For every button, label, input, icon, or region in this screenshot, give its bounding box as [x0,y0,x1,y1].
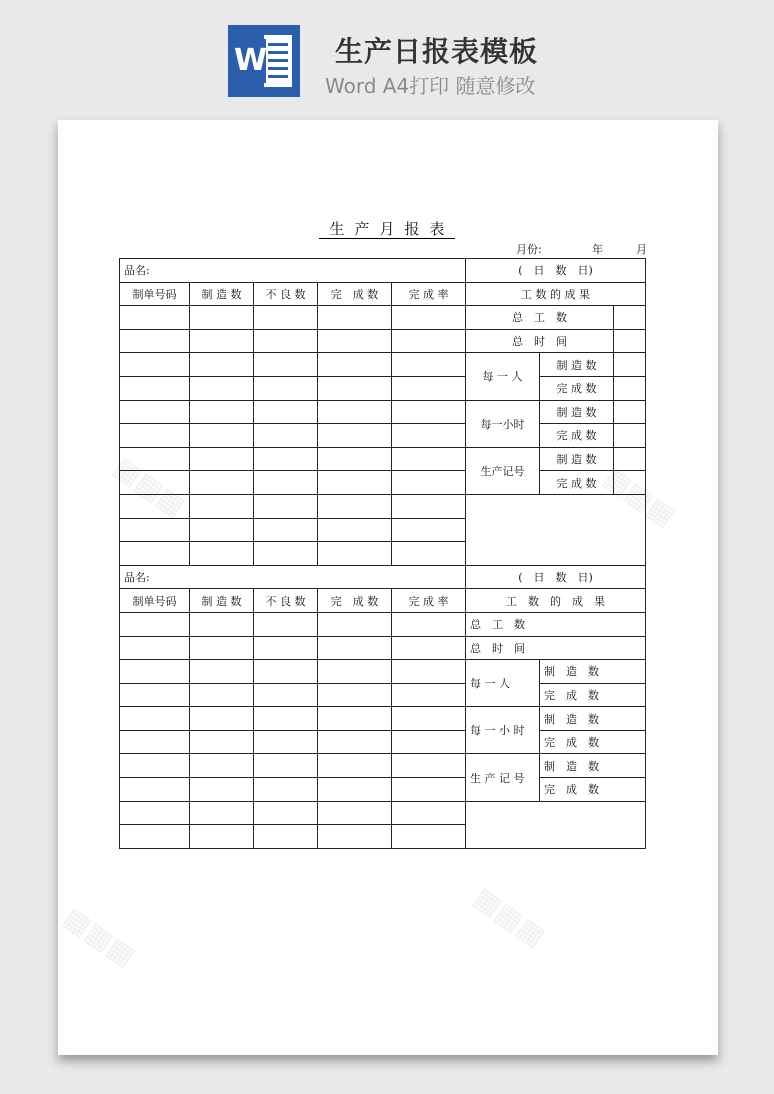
entry-cell[interactable] [392,447,466,471]
entry-cell[interactable] [190,683,254,707]
entry-cell[interactable] [190,730,254,754]
entry-cell[interactable] [120,471,190,495]
entry-cell[interactable] [318,306,392,330]
entry-cell[interactable] [190,447,254,471]
entry-cell[interactable] [120,660,190,684]
col-done-count: 完 成 数 [318,282,392,306]
entry-cell[interactable] [254,683,318,707]
word-icon [228,25,300,97]
production-record-label: 生 产 记 号 [466,754,540,801]
entry-cell[interactable] [254,447,318,471]
made-label: 制 造 数 [540,400,614,424]
entry-cell[interactable] [392,329,466,353]
entry-cell[interactable] [120,518,190,542]
entry-cell[interactable] [120,306,190,330]
entry-cell[interactable] [318,376,392,400]
entry-cell[interactable] [190,612,254,636]
entry-cell[interactable] [254,329,318,353]
made-label: 制 造 数 [540,353,614,377]
made-label: 制 造 数 [540,660,646,684]
entry-cell[interactable] [318,660,392,684]
entry-cell[interactable] [120,494,190,518]
col-done-count: 完 成 数 [318,589,392,613]
entry-cell[interactable] [392,518,466,542]
value-cell[interactable] [614,424,646,448]
entry-cell[interactable] [120,447,190,471]
entry-cell[interactable] [392,707,466,731]
entry-cell[interactable] [392,778,466,802]
entry-cell[interactable] [190,424,254,448]
entry-cell[interactable] [120,376,190,400]
entry-cell[interactable] [190,778,254,802]
month-unit-label: 月 [636,243,647,256]
entry-cell[interactable] [254,471,318,495]
entry-cell[interactable] [318,707,392,731]
entry-cell[interactable] [190,518,254,542]
entry-cell[interactable] [318,518,392,542]
done-label: 完 成 数 [540,778,646,802]
entry-cell[interactable] [190,400,254,424]
entry-cell[interactable] [392,730,466,754]
entry-cell[interactable] [190,660,254,684]
value-cell[interactable] [614,447,646,471]
product-name-label: 品名: [120,259,466,283]
entry-cell[interactable] [254,376,318,400]
entry-cell[interactable] [120,825,190,849]
product-name-label: 品名: [120,565,466,589]
entry-cell[interactable] [392,825,466,849]
entry-cell[interactable] [318,612,392,636]
entry-cell[interactable] [120,542,190,566]
col-defect-count: 不 良 数 [254,282,318,306]
entry-cell[interactable] [190,636,254,660]
entry-cell[interactable] [120,353,190,377]
entry-cell[interactable] [254,424,318,448]
col-made-count: 制 造 数 [190,282,254,306]
per-hour-label: 每 一 小 时 [466,707,540,754]
made-label: 制 造 数 [540,447,614,471]
entry-cell[interactable] [392,683,466,707]
header-title: 生产日报表模板 [335,35,539,68]
entry-cell[interactable] [392,801,466,825]
entry-cell[interactable] [190,801,254,825]
total-time-label: 总 时 间 [466,636,646,660]
entry-cell[interactable] [254,730,318,754]
entry-cell[interactable] [254,494,318,518]
year-label: 年 [592,243,603,256]
entry-cell[interactable] [190,329,254,353]
entry-cell[interactable] [120,636,190,660]
col-defect-count: 不 良 数 [254,589,318,613]
entry-cell[interactable] [392,494,466,518]
watermark: ▦▦▦ [107,450,192,523]
done-label: 完 成 数 [540,424,614,448]
template-header [0,0,774,110]
entry-cell[interactable] [392,400,466,424]
entry-cell[interactable] [318,400,392,424]
entry-cell[interactable] [190,754,254,778]
entry-cell[interactable] [392,542,466,566]
entry-cell[interactable] [190,471,254,495]
done-label: 完 成 数 [540,730,646,754]
entry-cell[interactable] [120,424,190,448]
watermark: ▦▦▦ [57,900,142,973]
entry-cell[interactable] [254,306,318,330]
total-work-label: 总 工 数 [466,612,646,636]
entry-cell[interactable] [318,730,392,754]
entry-cell[interactable] [318,329,392,353]
entry-cell[interactable] [318,825,392,849]
word-icon-letter: W [234,39,266,83]
value-cell[interactable] [614,376,646,400]
entry-cell[interactable] [254,612,318,636]
col-order-number: 制单号码 [120,589,190,613]
entry-cell[interactable] [318,447,392,471]
entry-cell[interactable] [392,376,466,400]
total-time-label: 总 时 间 [466,329,614,353]
entry-cell[interactable] [254,518,318,542]
done-label: 完 成 数 [540,471,614,495]
report-table-1 [119,258,646,849]
entry-cell[interactable] [392,636,466,660]
entry-cell[interactable] [318,754,392,778]
entry-cell[interactable] [254,707,318,731]
total-work-label: 总 工 数 [466,306,614,330]
entry-cell[interactable] [254,636,318,660]
entry-cell[interactable] [318,801,392,825]
made-label: 制 造 数 [540,707,646,731]
entry-cell[interactable] [190,494,254,518]
entry-cell[interactable] [190,306,254,330]
entry-cell[interactable] [318,471,392,495]
entry-cell[interactable] [392,660,466,684]
document-title: 生产月报表 [0,218,774,239]
entry-cell[interactable] [392,471,466,495]
entry-cell[interactable] [392,353,466,377]
entry-cell[interactable] [254,542,318,566]
total-time-value[interactable] [614,329,646,353]
notes-area[interactable] [466,801,646,848]
day-count-label: ( 日 数 日) [466,259,646,283]
entry-cell[interactable] [254,801,318,825]
results-title: 工 数 的 成 果 [466,589,646,613]
per-person-label: 每 一 人 [466,660,540,707]
entry-cell[interactable] [392,612,466,636]
done-label: 完 成 数 [540,376,614,400]
entry-cell[interactable] [254,825,318,849]
entry-cell[interactable] [318,542,392,566]
entry-cell[interactable] [254,778,318,802]
entry-cell[interactable] [120,754,190,778]
entry-cell[interactable] [120,329,190,353]
col-made-count: 制 造 数 [190,589,254,613]
col-done-rate: 完 成 率 [392,282,466,306]
entry-cell[interactable] [254,660,318,684]
done-label: 完 成 数 [540,683,646,707]
day-count-label: ( 日 数 日) [466,565,646,589]
entry-cell[interactable] [190,542,254,566]
col-done-rate: 完 成 率 [392,589,466,613]
entry-cell[interactable] [190,376,254,400]
results-title: 工 数 的 成 果 [466,282,646,306]
made-label: 制 造 数 [540,754,646,778]
entry-cell[interactable] [318,683,392,707]
entry-cell[interactable] [392,754,466,778]
entry-cell[interactable] [318,636,392,660]
entry-cell[interactable] [120,730,190,754]
total-work-value[interactable] [614,306,646,330]
entry-cell[interactable] [318,778,392,802]
entry-cell[interactable] [120,778,190,802]
value-cell[interactable] [614,353,646,377]
entry-cell[interactable] [392,424,466,448]
header-subtitle: Word A4打印 随意修改 [325,74,536,98]
entry-cell[interactable] [254,353,318,377]
production-record-label: 生产记号 [466,447,540,494]
per-person-label: 每 一 人 [466,353,540,400]
entry-cell[interactable] [318,494,392,518]
entry-cell[interactable] [190,353,254,377]
entry-cell[interactable] [318,353,392,377]
entry-cell[interactable] [120,707,190,731]
watermark: ▦▦▦ [467,880,552,953]
entry-cell[interactable] [254,754,318,778]
value-cell[interactable] [614,471,646,495]
entry-cell[interactable] [392,306,466,330]
entry-cell[interactable] [120,801,190,825]
entry-cell[interactable] [254,400,318,424]
month-label: 月份: [516,243,542,256]
notes-area[interactable] [466,494,646,565]
watermark: ▦▦▦ [597,460,682,533]
per-hour-label: 每一小时 [466,400,540,447]
entry-cell[interactable] [190,707,254,731]
entry-cell[interactable] [120,400,190,424]
entry-cell[interactable] [318,424,392,448]
entry-cell[interactable] [120,683,190,707]
entry-cell[interactable] [120,612,190,636]
col-order-number: 制单号码 [120,282,190,306]
entry-cell[interactable] [190,825,254,849]
value-cell[interactable] [614,400,646,424]
